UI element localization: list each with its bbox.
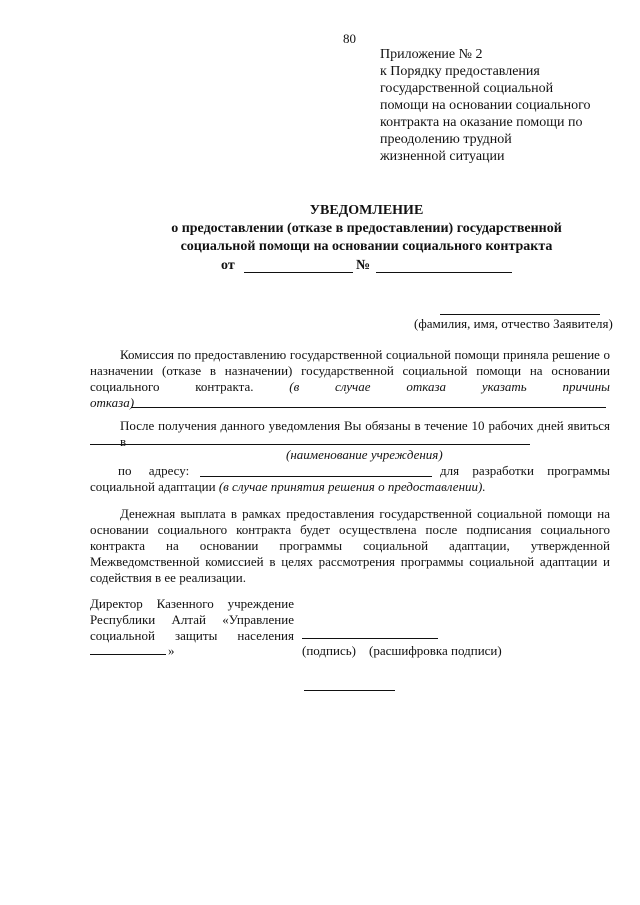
- page-number: 80: [343, 31, 356, 46]
- title-line-2: социальной помощи на основании социального контракта: [180, 239, 553, 254]
- para3-line-5: содействия в ее реализации.: [90, 570, 246, 585]
- para1-italic-word: случае: [335, 379, 371, 394]
- address-suffix: для разработки программы: [440, 463, 610, 478]
- number-sign: №: [356, 258, 371, 273]
- para1-word: контракта.: [195, 379, 254, 394]
- institution-caption: (наименование учреждения): [286, 447, 443, 462]
- address-suffix-wrap: [440, 463, 610, 479]
- director-name-line[interactable]: [90, 654, 166, 655]
- director-line: социальной защиты населения: [90, 628, 294, 643]
- para3-line-3: контракта на основании программы социальной адаптации, утвержденной: [90, 538, 610, 553]
- para1-italic-word: (в: [289, 379, 300, 394]
- para1-italic-word: причины: [562, 379, 610, 394]
- para1-italic-word: указать: [481, 379, 527, 394]
- para1-line-2: назначении (отказе в назначении) государственной социальной помощи на основании: [90, 363, 610, 378]
- address-prefix: по адресу:: [118, 463, 190, 478]
- appendix-line: к Порядку предоставления: [380, 64, 540, 79]
- institution-field-line[interactable]: [90, 444, 530, 445]
- para1-line-1: Комиссия по предоставлению государственной социальной помощи приняла решение о: [120, 347, 610, 362]
- appendix-line: контракта на оказание помощи по: [380, 115, 583, 130]
- director-line: Директор Казенного учреждение: [90, 596, 294, 611]
- applicant-name-line[interactable]: [440, 314, 600, 315]
- para2-italic-text: (в случае принятия решения о предоставлении).: [218, 479, 486, 494]
- para1-word: социального: [90, 379, 160, 394]
- para2-line-4: [90, 479, 486, 495]
- para2-text: После получения данного уведомления Вы обязаны в течение 10 рабочих дней явиться в: [120, 418, 610, 449]
- number-field-line[interactable]: [376, 272, 512, 273]
- para2-line-1: [120, 418, 610, 450]
- document-title: УВЕДОМЛЕНИЕ: [309, 203, 424, 218]
- para3-line-1: Денежная выплата в рамках предоставления государственной социальной помощи на: [120, 506, 610, 521]
- para1-italic-word: отказа: [406, 379, 447, 394]
- appendix-block: [380, 46, 591, 165]
- applicant-caption: (фамилия, имя, отчество Заявителя): [414, 316, 613, 331]
- paragraph-3: [90, 506, 610, 586]
- para1-line-3: [90, 379, 610, 395]
- title-line-1: о предоставлении (отказе в предоставлении) государственной: [171, 221, 562, 236]
- signature-field-line[interactable]: [302, 638, 438, 639]
- appendix-line: преодолению трудной: [380, 132, 512, 147]
- para3-line-4: Межведомственной комиссией в целях рассмотрения программы социальной адаптации и: [90, 554, 610, 569]
- address-field-line[interactable]: [200, 476, 432, 477]
- signature-caption: (подпись): [302, 643, 356, 658]
- closing-separator: [304, 690, 395, 691]
- director-block: [90, 596, 294, 644]
- director-line: Республики Алтай «Управление: [90, 612, 294, 627]
- date-prefix: от: [221, 258, 235, 273]
- appendix-line: помощи на основании социального: [380, 98, 591, 113]
- appendix-line: Приложение № 2: [380, 47, 483, 62]
- appendix-line: жизненной ситуации: [380, 149, 505, 164]
- para2-normal-text: социальной адаптации: [90, 479, 216, 494]
- para3-line-2: основании социального контракта будет осуществлена после подписания социального: [90, 522, 610, 537]
- refusal-reason-line[interactable]: [131, 407, 606, 408]
- date-field-line[interactable]: [244, 272, 353, 273]
- para1-line-4: отказа): [90, 395, 135, 410]
- quote-end: »: [168, 643, 175, 658]
- signature-decoding-caption: (расшифровка подписи): [369, 643, 502, 658]
- paragraph-1: [90, 347, 610, 411]
- appendix-line: государственной социальной: [380, 81, 554, 96]
